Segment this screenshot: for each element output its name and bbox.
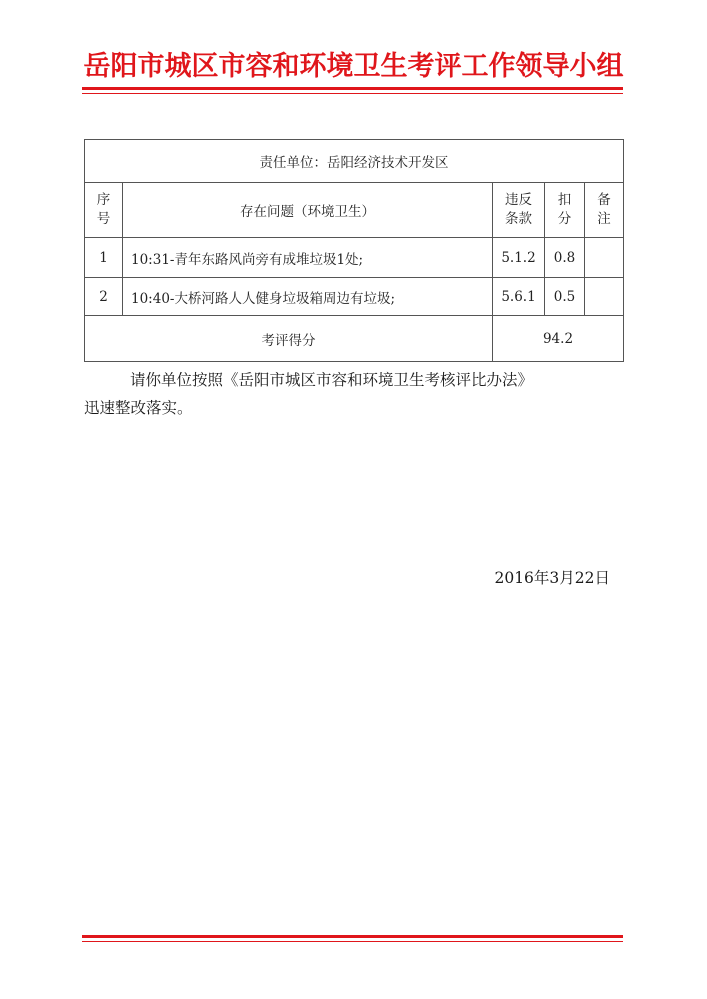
- header-clause-line1: 违反: [505, 192, 532, 208]
- header-index-line1: 序: [96, 192, 111, 208]
- row-index: 2: [85, 278, 123, 316]
- header-clause: [493, 183, 545, 238]
- score-value: 94.2: [493, 316, 624, 362]
- header-index-line2: 号: [96, 211, 111, 227]
- score-row: [85, 316, 624, 362]
- row-deduct: 0.8: [545, 238, 585, 278]
- footer-rule-thin: [82, 941, 623, 942]
- header-note-line2: 注: [597, 211, 611, 227]
- row-note: [585, 238, 624, 278]
- header-rule-thick: [82, 87, 623, 90]
- header-deduct-line2: 分: [557, 211, 572, 227]
- inspection-table: [84, 139, 624, 362]
- row-index: 1: [85, 238, 123, 278]
- document-title: 岳阳市城区市容和环境卫生考评工作领导小组: [83, 51, 624, 82]
- header-clause-line2: 条款: [505, 211, 532, 227]
- row-deduct: 0.5: [545, 278, 585, 316]
- header-index: [85, 183, 123, 238]
- footer-rule-thick: [82, 935, 623, 938]
- table-row: [85, 278, 624, 316]
- table-row: [85, 238, 624, 278]
- header-rule-thin: [82, 93, 623, 94]
- score-label: 考评得分: [85, 316, 493, 362]
- responsible-unit: 责任单位：岳阳经济技术开发区: [85, 140, 624, 183]
- row-clause: 5.1.2: [493, 238, 545, 278]
- row-clause: 5.6.1: [493, 278, 545, 316]
- instruction-line-1: 请你单位按照《岳阳市城区市容和环境卫生考核评比办法》: [130, 371, 534, 389]
- row-issue: 10:40-大桥河路人人健身垃圾箱周边有垃圾;: [123, 278, 493, 316]
- header-deduct-line1: 扣: [557, 192, 572, 208]
- header-note-line1: 备: [597, 192, 611, 208]
- header-issue: 存在问题（环境卫生）: [123, 183, 493, 238]
- document-date: 2016年3月22日: [494, 569, 610, 587]
- unit-row: [85, 140, 624, 183]
- row-note: [585, 278, 624, 316]
- header-row: [85, 183, 624, 238]
- row-issue: 10:31-青年东路风尚旁有成堆垃圾1处;: [123, 238, 493, 278]
- header-note: [585, 183, 624, 238]
- header-deduct: [545, 183, 585, 238]
- instruction-line-2: 迅速整改落实。: [84, 399, 193, 417]
